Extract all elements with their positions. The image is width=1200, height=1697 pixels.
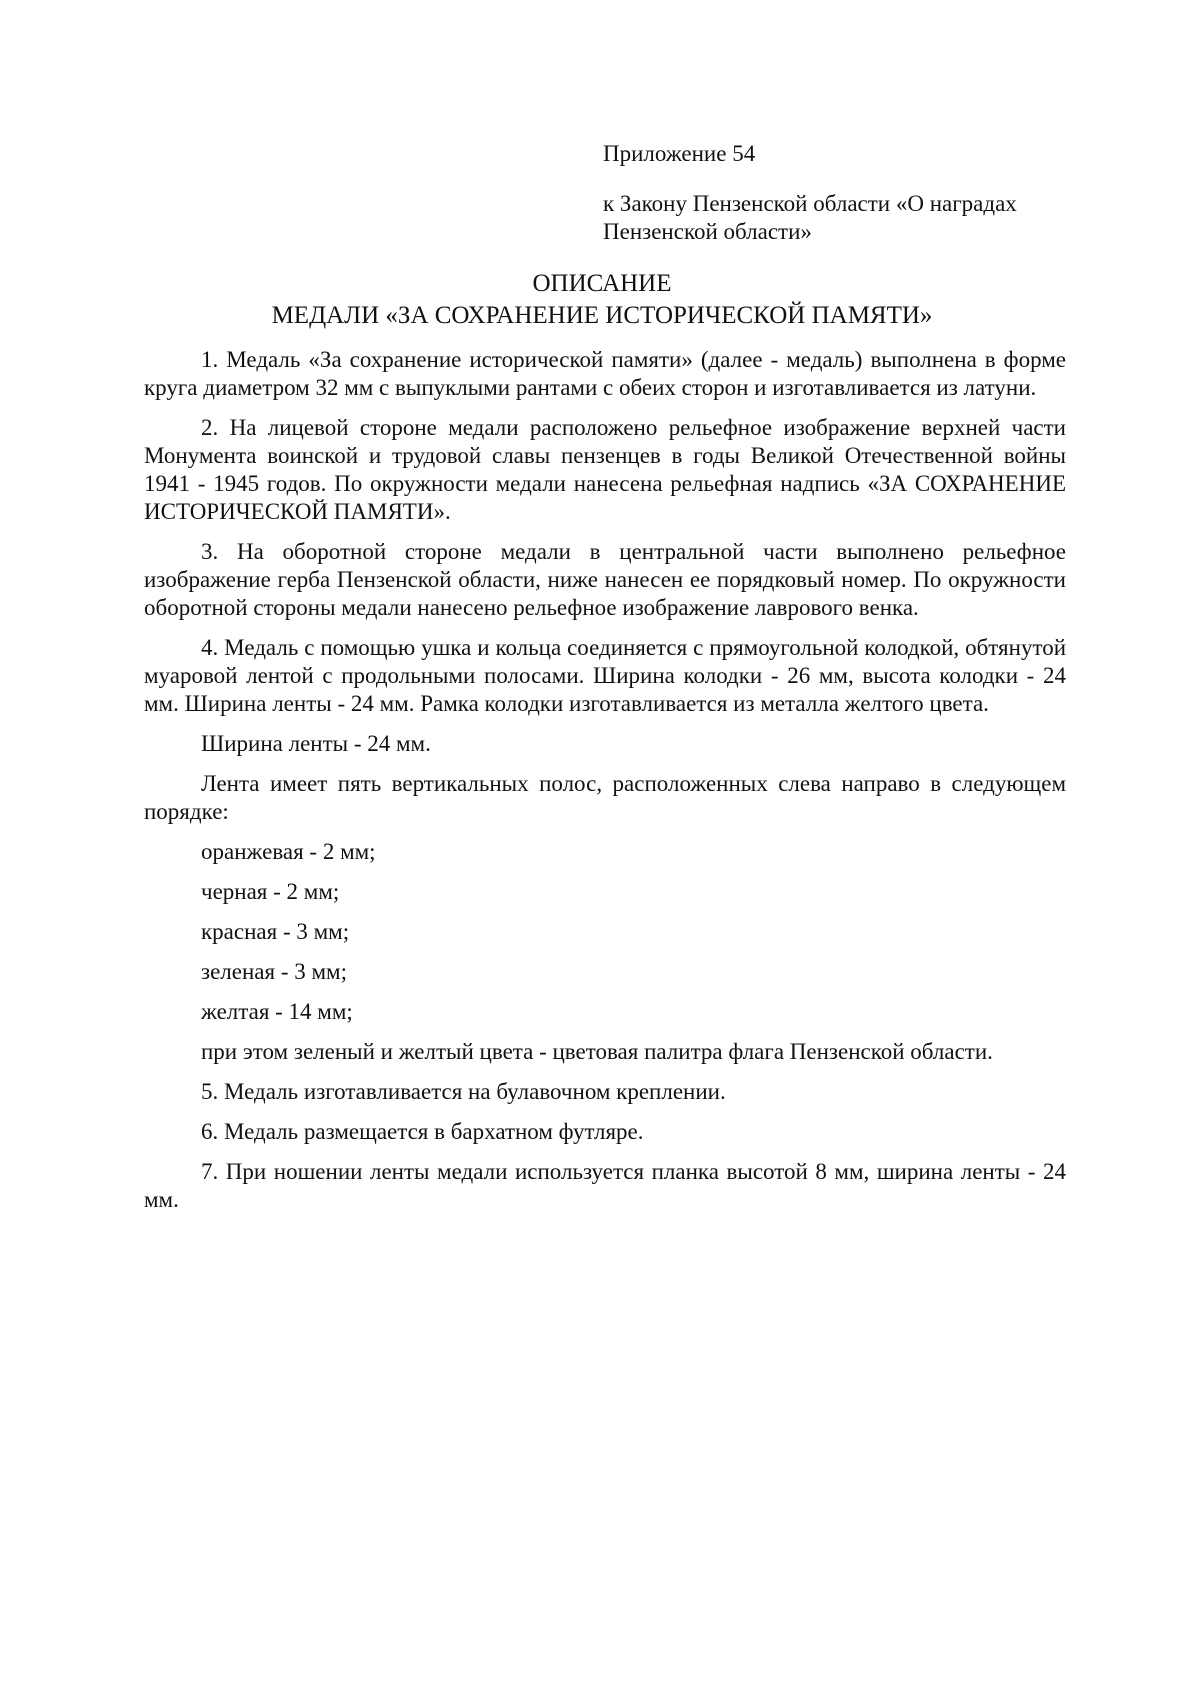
- paragraph-2: 2. На лицевой стороне медали расположено рельефное изображение верхней части Монумента воинской и трудовой славы пензенцев в годы Великой Отечественной войны 1941 - 1945 годов. По окружности медали нанесена рельефная надпись «ЗА СОХРАНЕНИЕ ИСТОРИЧЕСКОЙ ПАМЯТИ».: [144, 415, 1066, 524]
- paragraph-5: 5. Медаль изготавливается на булавочном креплении.: [201, 1079, 726, 1104]
- appendix-header: [603, 140, 1073, 246]
- stripe-green: зеленая - 3 мм;: [201, 959, 347, 984]
- document-title: [140, 268, 1064, 332]
- flag-palette-note: при этом зеленый и желтый цвета - цветовая палитра флага Пензенской области.: [201, 1039, 993, 1064]
- appendix-number: Приложение 54: [603, 141, 756, 166]
- stripe-orange: оранжевая - 2 мм;: [201, 839, 376, 864]
- paragraph-3: 3. На оборотной стороне медали в центральной части выполнено рельефное изображение герба Пензенской области, ниже нанесен ее порядковый номер. По окружности оборотной стороны медали нанесено рельефное изображение лаврового венка.: [144, 539, 1066, 620]
- paragraph-7: 7. При ношении ленты медали используется планка высотой 8 мм, ширина ленты - 24 мм.: [144, 1159, 1066, 1212]
- stripe-red: красная - 3 мм;: [201, 919, 350, 944]
- ribbon-width: Ширина ленты - 24 мм.: [201, 731, 431, 756]
- ribbon-stripes-intro: Лента имеет пять вертикальных полос, расположенных слева направо в следующем порядке:: [144, 771, 1066, 824]
- paragraph-1: 1. Медаль «За сохранение исторической памяти» (далее - медаль) выполнена в форме круга диаметром 32 мм с выпуклыми рантами с обеих сторон и изготавливается из латуни.: [144, 347, 1066, 400]
- stripe-yellow: желтая - 14 мм;: [201, 999, 353, 1024]
- paragraph-4: 4. Медаль с помощью ушка и кольца соединяется с прямоугольной колодкой, обтянутой муаровой лентой с продольными полосами. Ширина колодки - 26 мм, высота колодки - 24 мм. Ширина ленты - 24 мм. Рамка колодки изготавливается из металла желтого цвета.: [144, 635, 1066, 716]
- stripe-black: черная - 2 мм;: [201, 879, 340, 904]
- title-line-1: ОПИСАНИЕ: [532, 270, 672, 297]
- paragraph-6: 6. Медаль размещается в бархатном футляре.: [201, 1119, 644, 1144]
- law-reference: к Закону Пензенской области «О наградах Пензенской области»: [603, 191, 1017, 244]
- title-line-2: МЕДАЛИ «ЗА СОХРАНЕНИЕ ИСТОРИЧЕСКОЙ ПАМЯТИ»: [271, 302, 933, 329]
- document-body: [144, 346, 1066, 1226]
